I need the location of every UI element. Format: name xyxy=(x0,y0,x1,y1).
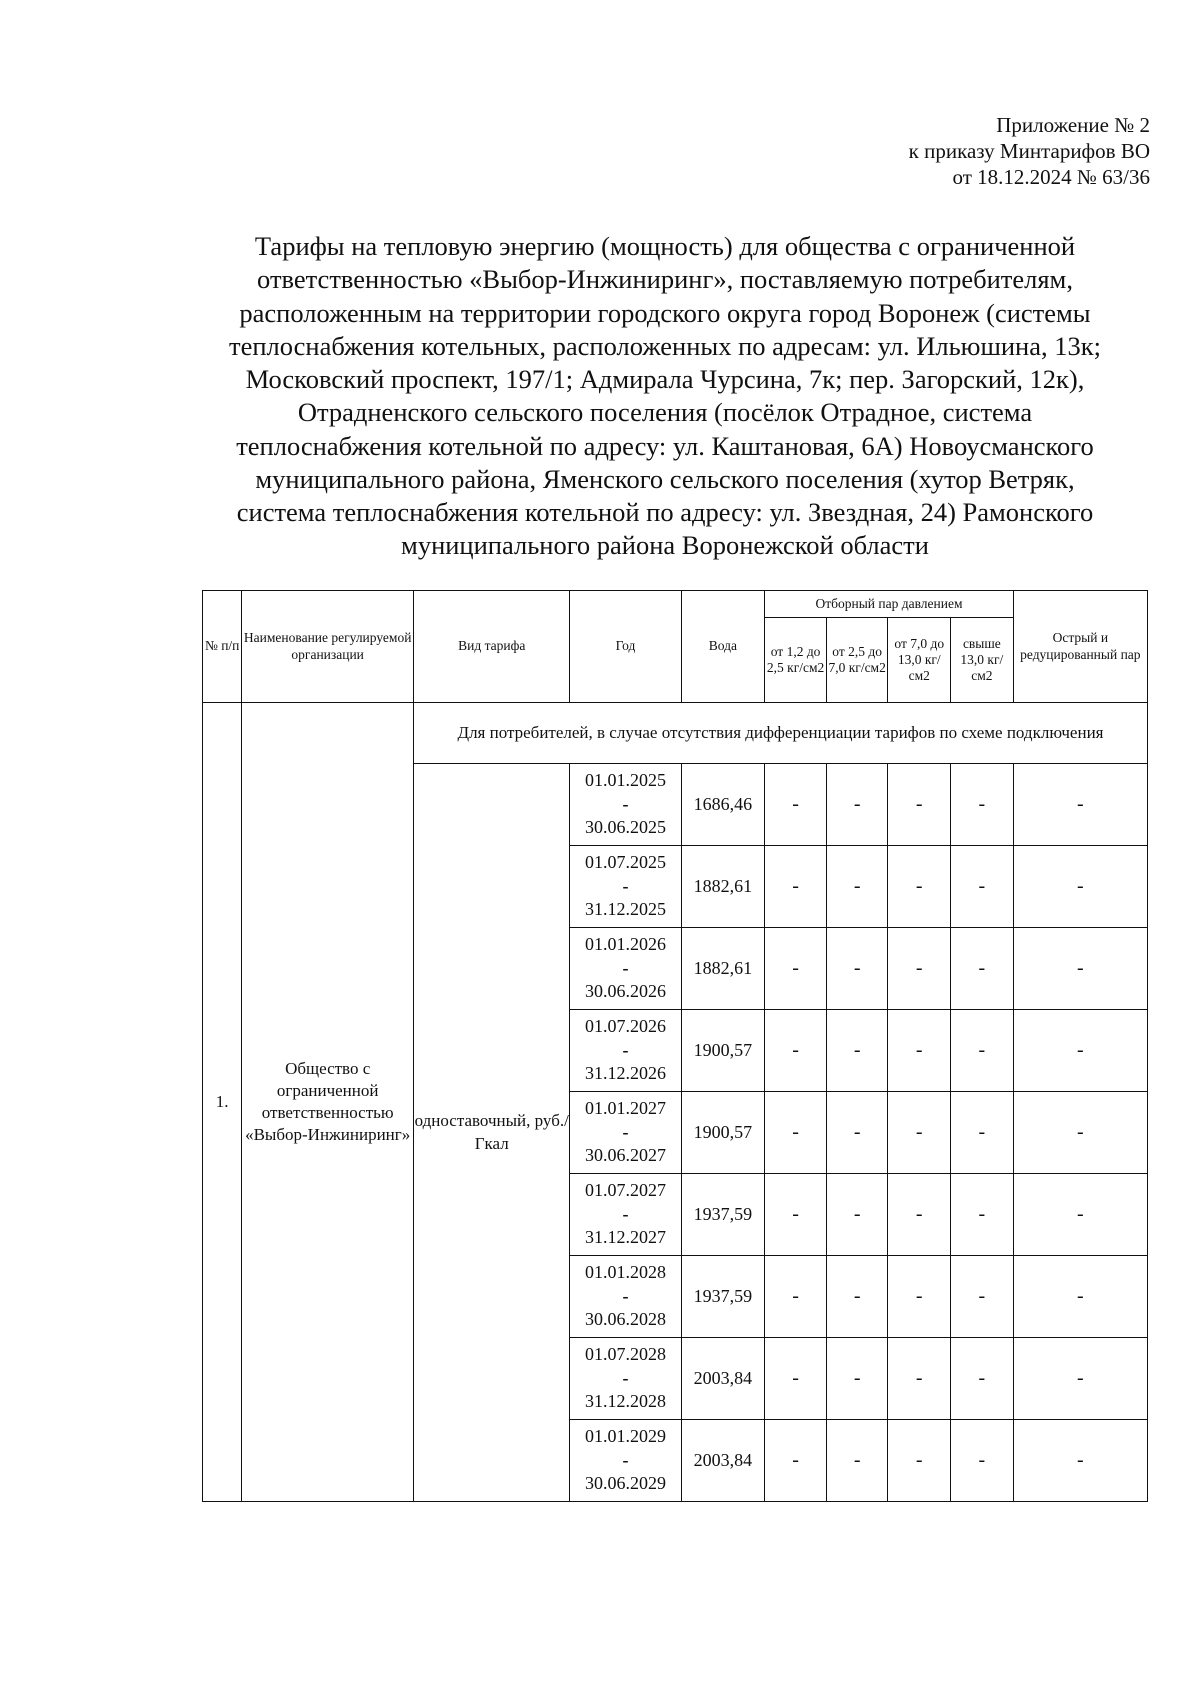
steam-3-value: - xyxy=(888,846,951,928)
steam-2-value: - xyxy=(826,846,888,928)
document-title xyxy=(180,230,1150,563)
sharp-steam-value: - xyxy=(1013,928,1147,1010)
period-end: 31.12.2025 xyxy=(584,899,666,920)
steam-1-value: - xyxy=(765,1092,827,1174)
period-end: 30.06.2029 xyxy=(584,1473,666,1494)
period-end: 31.12.2027 xyxy=(584,1227,666,1248)
period-start: 01.01.2025 xyxy=(584,770,666,791)
steam-1-value: - xyxy=(765,1010,827,1092)
water-tariff: 1882,61 xyxy=(681,846,765,928)
tariff-type: одноставочный, руб./Гкал xyxy=(413,764,569,1502)
title-line: муниципального района Воронежской области xyxy=(401,530,929,561)
sharp-steam-value: - xyxy=(1013,846,1147,928)
period-separator: - xyxy=(622,1039,629,1060)
header-steam-group: Отборный пар давлением xyxy=(765,591,1013,618)
steam-2-value: - xyxy=(826,1174,888,1256)
period-separator: - xyxy=(622,793,629,814)
period-start: 01.07.2028 xyxy=(584,1344,666,1365)
water-tariff: 1882,61 xyxy=(681,928,765,1010)
steam-3-value: - xyxy=(888,1256,951,1338)
steam-2-value: - xyxy=(826,1010,888,1092)
steam-3-value: - xyxy=(888,1092,951,1174)
title-line: Тарифы на тепловую энергию (мощность) для общества с ограниченной xyxy=(254,231,1076,261)
title-line: теплоснабжения котельных, расположенных по адресам: ул. Ильюшина, 13к; xyxy=(229,330,1101,361)
water-tariff: 1937,59 xyxy=(681,1256,765,1338)
period-end: 30.06.2026 xyxy=(584,981,666,1002)
header-steam-3: от 7,0 до 13,0 кг/см2 xyxy=(888,618,951,703)
organization-name: Общество с ограниченной ответственностью «Выбор-Инжиниринг» xyxy=(242,703,414,1502)
steam-3-value: - xyxy=(888,1338,951,1420)
period-start: 01.07.2025 xyxy=(584,852,666,873)
sharp-steam-value: - xyxy=(1013,1420,1147,1502)
period-start: 01.01.2027 xyxy=(584,1098,666,1119)
header-water: Вода xyxy=(681,591,765,703)
period-end: 31.12.2026 xyxy=(584,1063,666,1084)
period-start: 01.01.2029 xyxy=(584,1426,666,1447)
period-separator: - xyxy=(622,1203,629,1224)
period-cell xyxy=(570,846,681,928)
title-line: ответственностью «Выбор-Инжиниринг», поставляемую потребителям, xyxy=(257,264,1073,295)
steam-3-value: - xyxy=(888,1174,951,1256)
row-number: 1. xyxy=(203,703,242,1502)
header-org: Наименование регулируемой организации xyxy=(242,591,414,703)
steam-2-value: - xyxy=(826,928,888,1010)
steam-4-value: - xyxy=(951,764,1014,846)
water-tariff: 1937,59 xyxy=(681,1174,765,1256)
period-separator: - xyxy=(622,1285,629,1306)
period-start: 01.07.2027 xyxy=(584,1180,666,1201)
period-separator: - xyxy=(622,1367,629,1388)
water-tariff: 2003,84 xyxy=(681,1420,765,1502)
steam-4-value: - xyxy=(951,846,1014,928)
consumer-subheader: Для потребителей, в случае отсутствия дифференциации тарифов по схеме подключения xyxy=(413,703,1147,764)
appendix-date: от 18.12.2024 № 63/36 xyxy=(952,165,1150,190)
tariff-table xyxy=(202,590,1148,1502)
title-line: Отрадненского сельского поселения (посёлок Отрадное, система xyxy=(297,397,1033,428)
period-cell xyxy=(570,1174,681,1256)
steam-1-value: - xyxy=(765,846,827,928)
appendix-order: к приказу Минтарифов ВО xyxy=(908,139,1150,164)
header-steam-1: от 1,2 до 2,5 кг/см2 xyxy=(765,618,827,703)
steam-3-value: - xyxy=(888,1010,951,1092)
sharp-steam-value: - xyxy=(1013,1338,1147,1420)
steam-1-value: - xyxy=(765,1420,827,1502)
period-cell xyxy=(570,1256,681,1338)
sharp-steam-value: - xyxy=(1013,1174,1147,1256)
header-sharp-steam: Острый и редуцированный пар xyxy=(1013,591,1147,703)
period-separator: - xyxy=(622,1449,629,1470)
water-tariff: 1686,46 xyxy=(681,764,765,846)
title-line: муниципального района, Яменского сельского поселения (хутор Ветряк, xyxy=(255,463,1075,494)
period-separator: - xyxy=(622,957,629,978)
steam-1-value: - xyxy=(765,1338,827,1420)
steam-1-value: - xyxy=(765,928,827,1010)
period-cell xyxy=(570,1010,681,1092)
period-separator: - xyxy=(622,1121,629,1142)
header-steam-2: от 2,5 до 7,0 кг/см2 xyxy=(826,618,888,703)
water-tariff: 1900,57 xyxy=(681,1010,765,1092)
period-end: 31.12.2028 xyxy=(584,1391,666,1412)
steam-4-value: - xyxy=(951,1256,1014,1338)
steam-3-value: - xyxy=(888,1420,951,1502)
steam-2-value: - xyxy=(826,1256,888,1338)
period-start: 01.01.2028 xyxy=(584,1262,666,1283)
steam-4-value: - xyxy=(951,1092,1014,1174)
steam-1-value: - xyxy=(765,1256,827,1338)
title-line: Московский проспект, 197/1; Адмирала Чурсина, 7к; пер. Загорский, 12к), xyxy=(245,364,1085,394)
period-end: 30.06.2025 xyxy=(584,817,666,838)
period-cell xyxy=(570,928,681,1010)
sharp-steam-value: - xyxy=(1013,1092,1147,1174)
steam-2-value: - xyxy=(826,764,888,846)
period-separator: - xyxy=(622,875,629,896)
steam-3-value: - xyxy=(888,928,951,1010)
water-tariff: 1900,57 xyxy=(681,1092,765,1174)
water-tariff: 2003,84 xyxy=(681,1338,765,1420)
steam-1-value: - xyxy=(765,1174,827,1256)
period-cell xyxy=(570,1092,681,1174)
steam-2-value: - xyxy=(826,1338,888,1420)
period-start: 01.07.2026 xyxy=(584,1016,666,1037)
appendix-number: Приложение № 2 xyxy=(996,113,1150,137)
period-cell xyxy=(570,1420,681,1502)
sharp-steam-value: - xyxy=(1013,764,1147,846)
steam-4-value: - xyxy=(951,1010,1014,1092)
steam-4-value: - xyxy=(951,1338,1014,1420)
steam-2-value: - xyxy=(826,1092,888,1174)
title-line: расположенным на территории городского округа город Воронеж (системы xyxy=(239,297,1091,328)
header-num: № п/п xyxy=(203,591,242,703)
steam-4-value: - xyxy=(951,928,1014,1010)
steam-4-value: - xyxy=(951,1174,1014,1256)
sharp-steam-value: - xyxy=(1013,1010,1147,1092)
sharp-steam-value: - xyxy=(1013,1256,1147,1338)
period-end: 30.06.2027 xyxy=(584,1145,666,1166)
header-year: Год xyxy=(570,591,681,703)
period-start: 01.01.2026 xyxy=(584,934,666,955)
period-cell xyxy=(570,764,681,846)
steam-4-value: - xyxy=(951,1420,1014,1502)
title-line: система теплоснабжения котельной по адресу: ул. Звездная, 24) Рамонского xyxy=(236,497,1094,527)
appendix-reference xyxy=(909,112,1150,190)
title-line: теплоснабжения котельной по адресу: ул. Каштановая, 6А) Новоусманского xyxy=(236,430,1094,461)
period-cell xyxy=(570,1338,681,1420)
steam-1-value: - xyxy=(765,764,827,846)
steam-2-value: - xyxy=(826,1420,888,1502)
period-end: 30.06.2028 xyxy=(584,1309,666,1330)
steam-3-value: - xyxy=(888,764,951,846)
header-steam-4: свыше 13,0 кг/см2 xyxy=(951,618,1014,703)
header-tariff-type: Вид тарифа xyxy=(413,591,569,703)
